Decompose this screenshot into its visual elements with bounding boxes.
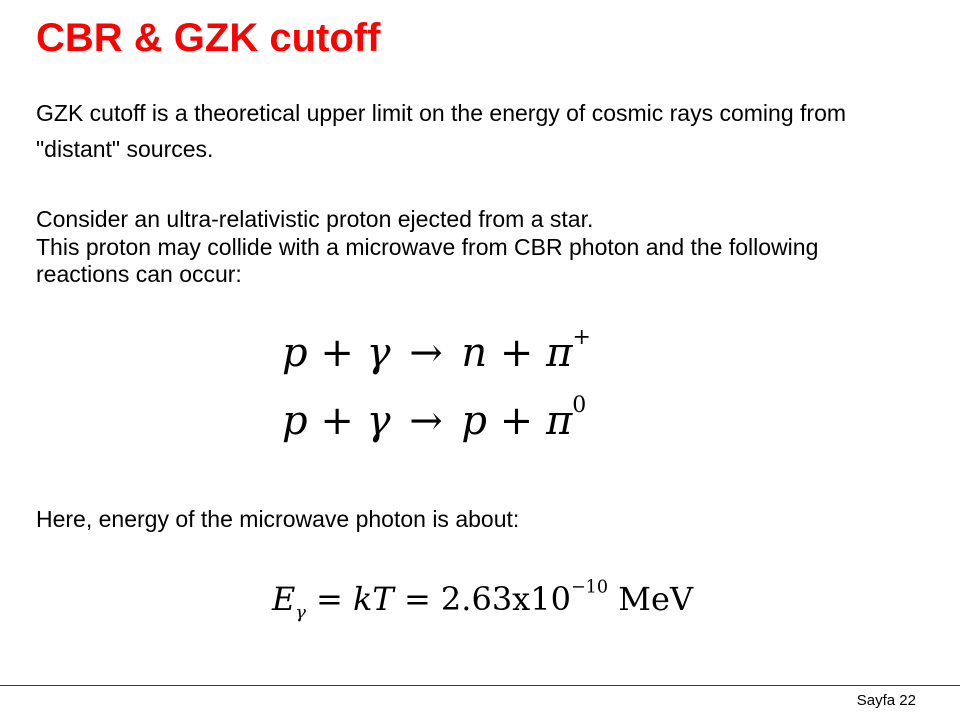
eq-symbol: p [282, 398, 308, 444]
eq-superscript: + [572, 325, 591, 350]
eq-symbol: n [461, 330, 488, 376]
eq-symbol: π [545, 398, 573, 444]
reaction-equation-neutron [282, 325, 591, 376]
eq-operator: = [316, 580, 343, 618]
eq-superscript: 0 [572, 393, 587, 418]
photon-energy-paragraph: Here, energy of the microwave photon is about: [36, 506, 520, 532]
eq-symbol: γ [366, 330, 391, 376]
eq-value: 2.63x10 [440, 580, 571, 618]
right-arrow-icon: → [409, 398, 443, 444]
eq-symbol: p [461, 398, 488, 444]
eq-operator: + [320, 330, 354, 376]
footer-divider [0, 685, 960, 686]
gzk-definition-paragraph: GZK cutoff is a theoretical upper limit on the energy of cosmic rays coming from "distant" sources. [36, 100, 847, 162]
proton-ejected-line: Consider an ultra-relativistic proton ejected from a star. [36, 206, 594, 232]
reaction-equation-proton [282, 393, 587, 444]
slide-title: CBR & GZK cutoff [36, 16, 381, 60]
eq-symbol: p [282, 330, 308, 376]
photon-energy-equation [272, 577, 694, 623]
reactions-intro-line: This proton may collide with a microwave from CBR photon and the following reactions can occur: [36, 233, 819, 288]
eq-symbol: E [272, 580, 296, 618]
proton-collision-paragraph [36, 206, 916, 289]
right-arrow-icon: → [409, 330, 443, 376]
eq-subscript: γ [295, 602, 306, 623]
eq-operator: = [403, 580, 431, 618]
eq-operator: + [499, 398, 534, 444]
eq-operator: + [499, 330, 534, 376]
eq-symbol: γ [366, 398, 391, 444]
eq-symbol: π [546, 330, 573, 376]
eq-operator: + [320, 398, 354, 444]
eq-symbol: kT [353, 580, 394, 618]
eq-exponent: −10 [570, 577, 609, 598]
eq-unit: MeV [618, 580, 694, 618]
page-number: Sayfa 22 [856, 692, 916, 709]
